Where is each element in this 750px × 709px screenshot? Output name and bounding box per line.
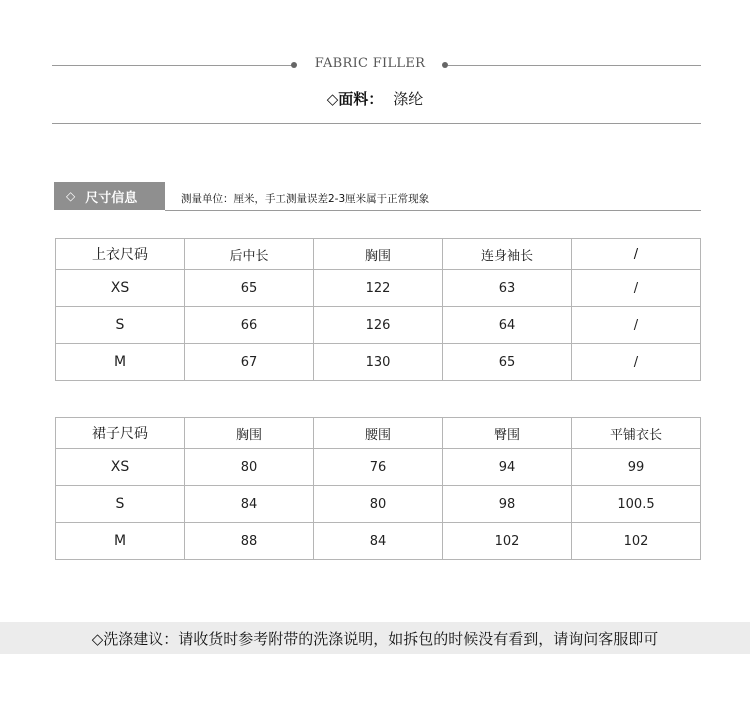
diamond-icon: ◇ xyxy=(66,189,76,203)
size-info-label: 尺寸信息 xyxy=(85,190,138,206)
fabric-bottom-rule xyxy=(52,123,701,124)
fabric-title: FABRIC FILLER xyxy=(314,56,426,71)
table-cell: 67 xyxy=(185,344,314,381)
table-cell: M xyxy=(56,523,185,560)
table-cell: 84 xyxy=(185,486,314,523)
table-header-row xyxy=(56,418,701,449)
table-row xyxy=(56,523,701,560)
table-cell: XS xyxy=(56,270,185,307)
table-row xyxy=(56,449,701,486)
table-cell: S xyxy=(56,307,185,344)
table-header-row xyxy=(56,239,701,270)
table-cell: 130 xyxy=(314,344,443,381)
table-row xyxy=(56,307,701,344)
table-header-cell: 胸围 xyxy=(185,418,314,449)
table-header-cell: 连身袖长 xyxy=(443,239,572,270)
washing-advice-bar xyxy=(0,622,750,654)
table-row xyxy=(56,486,701,523)
size-measure-note: 测量单位：厘米，手工测量误差2-3厘米属于正常现象 xyxy=(181,193,430,205)
table-header-cell: 上衣尺码 xyxy=(56,239,185,270)
fabric-label: ◇面料： xyxy=(326,90,384,108)
table-cell: 126 xyxy=(314,307,443,344)
table-header-cell: / xyxy=(572,239,701,270)
top-size-table xyxy=(55,238,701,381)
table-cell: XS xyxy=(56,449,185,486)
fabric-rule-left xyxy=(52,65,292,66)
table-cell: / xyxy=(572,344,701,381)
size-info-badge xyxy=(54,182,165,210)
table-row xyxy=(56,344,701,381)
table-cell: 66 xyxy=(185,307,314,344)
table-header-cell: 臀围 xyxy=(443,418,572,449)
table-cell: 88 xyxy=(185,523,314,560)
table-cell: / xyxy=(572,307,701,344)
table-cell: 94 xyxy=(443,449,572,486)
table-cell: 65 xyxy=(443,344,572,381)
washing-advice-text: ◇洗涤建议：请收货时参考附带的洗涤说明，如拆包的时候没有看到，请询问客服即可 xyxy=(91,629,659,648)
table-header-cell: 腰围 xyxy=(314,418,443,449)
table-cell: 63 xyxy=(443,270,572,307)
table-cell: 64 xyxy=(443,307,572,344)
table-cell: 65 xyxy=(185,270,314,307)
table-cell: 100.5 xyxy=(572,486,701,523)
table-cell: 84 xyxy=(314,523,443,560)
table-header-cell: 平铺衣长 xyxy=(572,418,701,449)
table-cell: 102 xyxy=(572,523,701,560)
table-cell: 76 xyxy=(314,449,443,486)
skirt-size-table xyxy=(55,417,701,560)
table-cell: 99 xyxy=(572,449,701,486)
table-cell: 122 xyxy=(314,270,443,307)
table-cell: M xyxy=(56,344,185,381)
fabric-value: 涤纶 xyxy=(393,90,424,108)
fabric-dot-left xyxy=(291,62,297,68)
table-header-cell: 胸围 xyxy=(314,239,443,270)
table-header-cell: 裙子尺码 xyxy=(56,418,185,449)
table-cell: / xyxy=(572,270,701,307)
fabric-rule-right xyxy=(448,65,701,66)
table-cell: 102 xyxy=(443,523,572,560)
table-row xyxy=(56,270,701,307)
table-cell: S xyxy=(56,486,185,523)
table-header-cell: 后中长 xyxy=(185,239,314,270)
table-cell: 98 xyxy=(443,486,572,523)
table-cell: 80 xyxy=(185,449,314,486)
size-info-rule xyxy=(165,210,701,211)
table-cell: 80 xyxy=(314,486,443,523)
fabric-material xyxy=(0,88,750,109)
